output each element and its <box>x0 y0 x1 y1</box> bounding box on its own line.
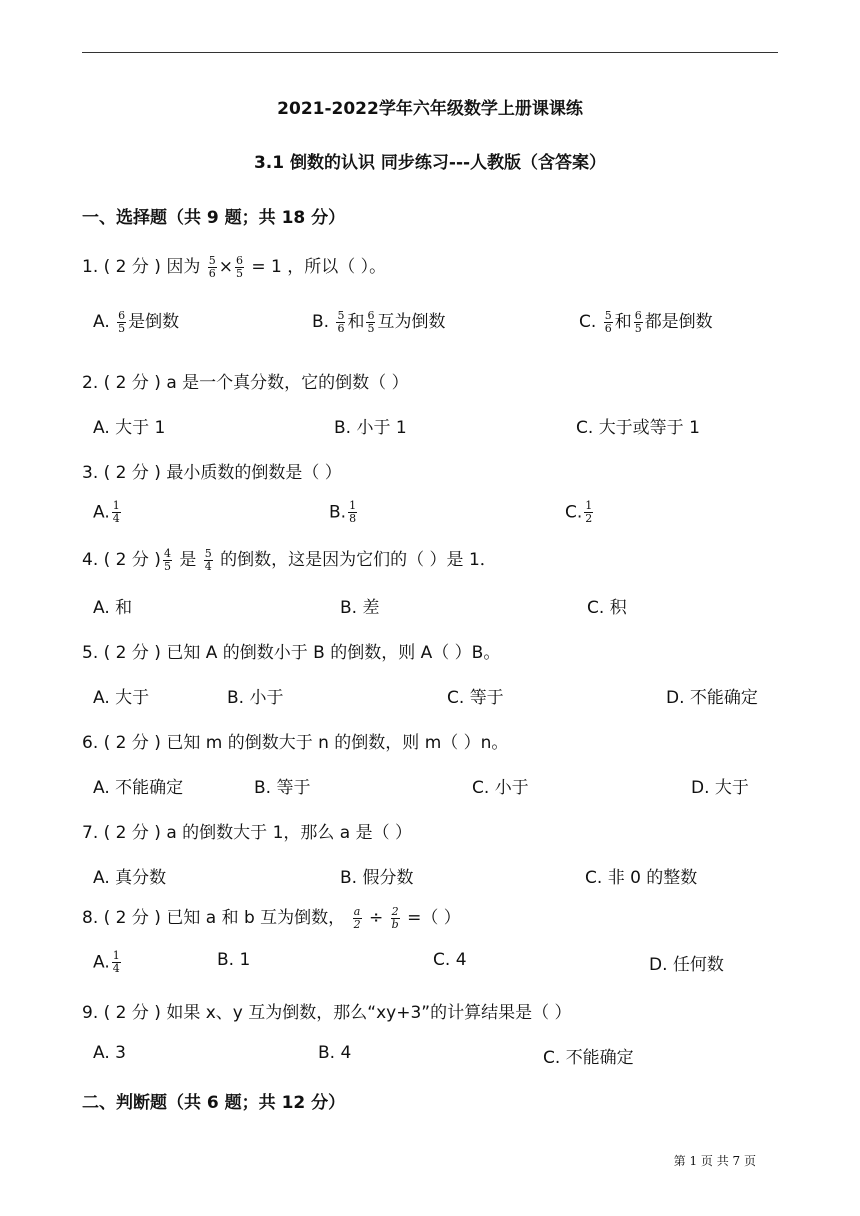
option-a: A. $\frac{6}{5}$ 是倒数 <box>93 308 180 335</box>
section-heading-choice: 一、选择题（共 9 题；共 18 分） <box>82 208 346 228</box>
options-row-4 <box>93 593 783 623</box>
question-3: 3. ( 2 分 ) 最小质数的倒数是（ ） <box>82 463 342 483</box>
option-b: B. 小于 1 <box>334 418 407 438</box>
option-b: B. 4 <box>318 1043 352 1063</box>
option-c: C. 积 <box>587 598 627 618</box>
option-b: B. 假分数 <box>340 868 414 888</box>
question-9: 9. ( 2 分 ) 如果 x、y 互为倒数，那么“xy+3”的计算结果是（ ） <box>82 1003 572 1023</box>
options-row-1 <box>93 307 783 337</box>
option-b: B. $\frac{5}{6}$ 和 $\frac{6}{5}$ 互为倒数 <box>312 308 446 335</box>
option-b: B. 等于 <box>254 778 311 798</box>
option-c: C. 非 0 的整数 <box>585 868 698 888</box>
option-a: A. 大于 <box>93 688 150 708</box>
question-1 <box>82 252 386 280</box>
fraction: $\frac{6}{5}$ <box>236 253 243 280</box>
option-b: B. $\frac{1}{8}$ <box>329 499 357 525</box>
options-row-3 <box>93 500 783 530</box>
fraction: $\frac{5}{6}$ <box>208 253 216 280</box>
option-a: A. 3 <box>93 1043 126 1063</box>
option-c: C. 小于 <box>472 778 529 798</box>
options-row-7 <box>93 863 783 893</box>
section-heading-judgement: 二、判断题（共 6 题；共 12 分） <box>82 1093 346 1113</box>
option-a: A. $\frac{1}{4}$ <box>93 499 120 525</box>
option-a: A. 大于 1 <box>93 418 166 438</box>
options-row-5 <box>93 683 783 713</box>
option-d: D. 任何数 <box>649 955 724 975</box>
doc-title: 2021-2022学年六年级数学上册课课练 <box>277 99 583 119</box>
options-row-6 <box>93 773 783 803</box>
option-a: A. 和 <box>93 598 133 618</box>
options-row-9 <box>93 1043 783 1073</box>
option-a: A. $\frac{1}{4}$ <box>93 949 120 975</box>
page-footer: 第 1 页 共 7 页 <box>673 1154 756 1168</box>
question-5: 5. ( 2 分 ) 已知 A 的倒数小于 B 的倒数，则 A（ ）B。 <box>82 643 501 663</box>
option-c: C. $\frac{5}{6}$ 和 $\frac{6}{5}$ 都是倒数 <box>579 308 713 335</box>
options-row-2 <box>93 413 783 443</box>
option-d: D. 大于 <box>691 778 749 798</box>
option-d: D. 不能确定 <box>666 688 758 708</box>
option-c: C. 等于 <box>447 688 504 708</box>
question-score: ( 2 分 ) <box>103 257 161 277</box>
option-b: B. 1 <box>217 950 251 970</box>
option-c: C. 大于或等于 1 <box>576 418 700 438</box>
question-text: 因为 <box>166 257 201 277</box>
doc-subtitle: 3.1 倒数的认识 同步练习---人教版（含答案） <box>253 153 607 173</box>
question-4: 4. ( 2 分 ) $\frac{4}{5}$ 是 $\frac{5}{4}$ 的倒数，这是因为它们的（ ）是 1． <box>82 546 497 573</box>
question-7: 7. ( 2 分 ) a 的倒数大于 1，那么 a 是（ ） <box>82 823 413 843</box>
header-rule <box>82 52 778 53</box>
option-c: C. $\frac{1}{2}$ <box>565 499 593 525</box>
option-b: B. 小于 <box>227 688 284 708</box>
question-2: 2. ( 2 分 ) a 是一个真分数，它的倒数（ ） <box>82 373 409 393</box>
question-number: 1. <box>82 257 99 277</box>
option-c: C. 4 <box>433 950 467 970</box>
question-6: 6. ( 2 分 ) 已知 m 的倒数大于 n 的倒数，则 m（ ）n。 <box>82 733 509 753</box>
operator: × <box>218 257 233 277</box>
options-row-8 <box>93 950 783 980</box>
question-8: 8. ( 2 分 ) 已知 a 和 b 互为倒数， $\frac{a}{2}$ ÷ $\frac{2}{b}$ =（ ） <box>82 904 461 931</box>
option-b: B. 差 <box>340 598 380 618</box>
question-text: = 1 ，所以（ ）。 <box>251 257 387 277</box>
option-a: A. 不能确定 <box>93 778 184 798</box>
option-c: C. 不能确定 <box>543 1048 634 1068</box>
option-a: A. 真分数 <box>93 868 167 888</box>
